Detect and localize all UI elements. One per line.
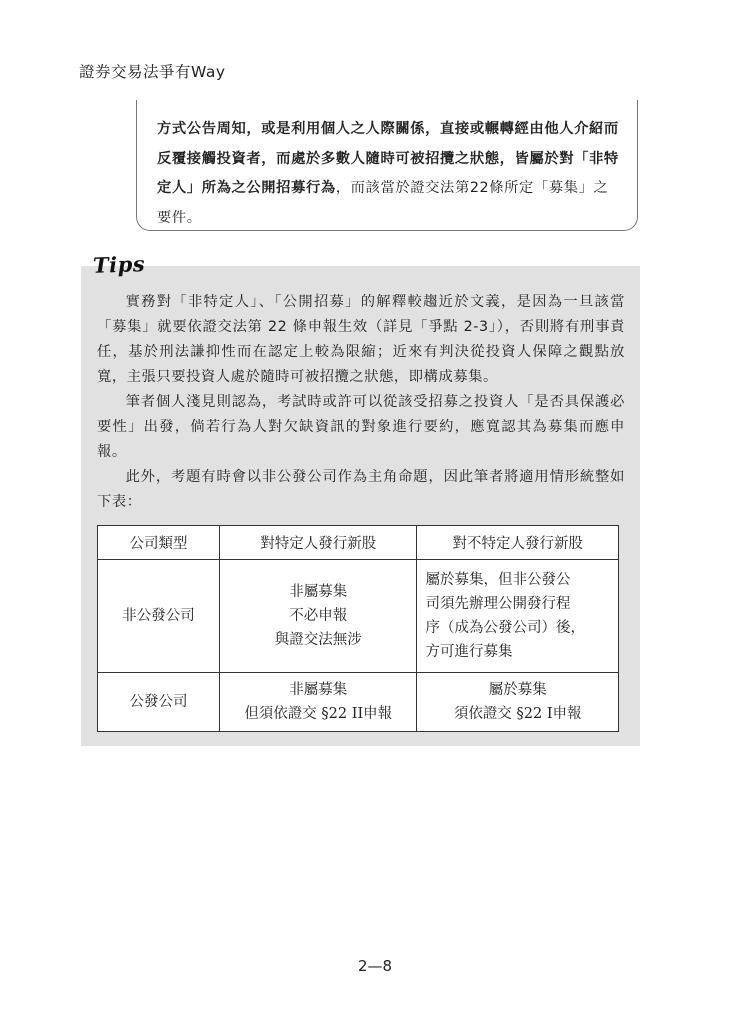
- cell-company-type: 非公發公司: [98, 560, 220, 673]
- tips-paragraph-2: 筆者個人淺見則認為，考試時或許可以從該受招募之投資人「是否具保護必要性」出發，倘若行為人對欠缺資訊的對象進行要約，應寬認其為募集而應申報。: [97, 394, 625, 460]
- cell-line: 須依證交 §22 I申報: [453, 706, 582, 722]
- cell-line: 但須依證交 §22 II申報: [244, 706, 393, 722]
- header-specific-issue: 對特定人發行新股: [220, 526, 417, 560]
- quote-box: [136, 100, 638, 231]
- cell-specific: [220, 560, 417, 673]
- cell-line: 序（成為公發公司）後，: [425, 620, 585, 636]
- cell-line: 與證交法無涉: [274, 632, 362, 648]
- table-row: [98, 560, 619, 673]
- cell-line: 司須先辦理公開發行程: [425, 596, 571, 612]
- cell-nonspecific: [417, 560, 619, 673]
- quote-plain-text: ，而該當於證交法第22條所定「募集」之要件。: [157, 180, 609, 226]
- quote-paragraph: [157, 115, 621, 233]
- cell-line: 屬於募集: [488, 682, 547, 698]
- running-head: 證券交易法爭有Way: [79, 63, 226, 81]
- quote-bold-text: 方式公告周知，或是利用個人之人際關係，直接或輾轉經由他人介紹而反覆接觸投資者，而處於多數人隨時可被招攬之狀態，皆屬於對「非特定人」所為之公開招募行為: [157, 121, 619, 196]
- tips-paragraph-3: 此外，考題有時會以非公發公司作為主角命題，因此筆者將適用情形統整如下表：: [97, 469, 625, 510]
- cell-line: 非屬募集: [289, 682, 348, 698]
- table-header-row: [98, 526, 619, 560]
- cell-line: 非屬募集: [289, 584, 348, 600]
- cell-nonspecific: [417, 673, 619, 732]
- cell-line: 不必申報: [289, 608, 348, 624]
- page-number: 2—8: [357, 957, 393, 975]
- tips-text: [97, 290, 625, 515]
- cell-specific: [220, 673, 417, 732]
- comparison-table: [97, 525, 619, 732]
- header-company-type: 公司類型: [98, 526, 220, 560]
- cell-company-type: 公發公司: [98, 673, 220, 732]
- tips-label: Tips: [92, 251, 146, 278]
- cell-line: 屬於募集，但非公發公: [425, 572, 571, 588]
- cell-line: 方可進行募集: [425, 644, 513, 660]
- tips-paragraph-1: 實務對「非特定人」、「公開招募」的解釋較趨近於文義，是因為一旦該當「募集」就要依證交法第 22 條申報生效（詳見「爭點 2-3」），否則將有刑事責任，基於刑法謙抑性而在認定上較為限縮；近來有判決從投資人保障之觀點放寬，主張只要投資人處於隨時可被招攬之狀態，即構成募集。: [97, 294, 625, 385]
- header-nonspecific-issue: 對不特定人發行新股: [417, 526, 619, 560]
- table-row: [98, 673, 619, 732]
